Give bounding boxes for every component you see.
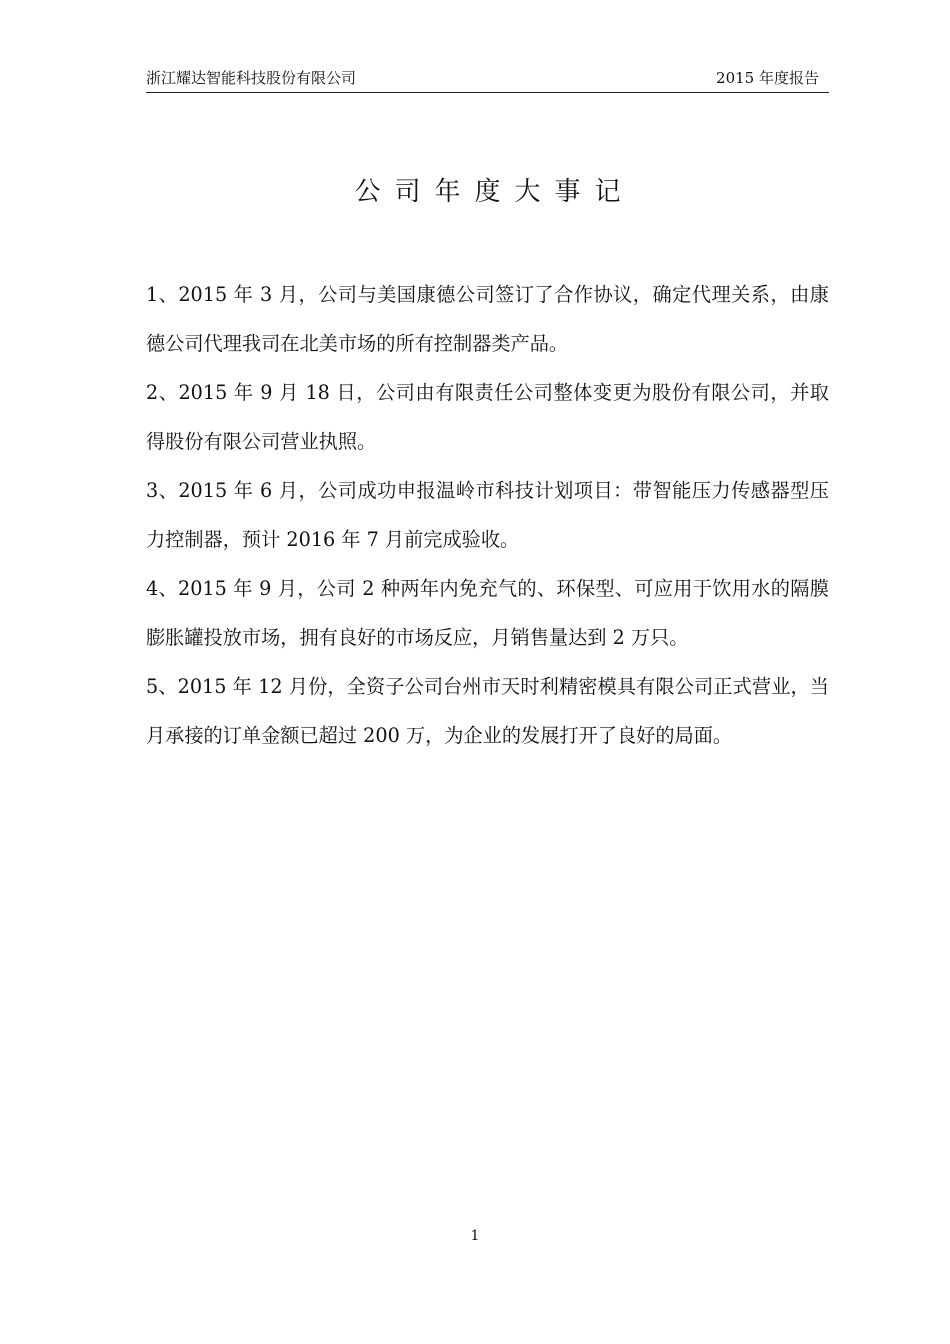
events-list	[146, 270, 829, 760]
event-item-2: 2、2015 年 9 月 18 日，公司由有限责任公司整体变更为股份有限公司，并取得股份有限公司营业执照。	[146, 381, 829, 453]
event-item-1: 1、2015 年 3 月，公司与美国康德公司签订了合作协议，确定代理关系，由康德公司代理我司在北美市场的所有控制器类产品。	[146, 283, 829, 355]
page-title: 公司年度大事记	[354, 177, 635, 207]
company-name: 浙江耀达智能科技股份有限公司	[146, 69, 357, 87]
event-item-3: 3、2015 年 6 月，公司成功申报温岭市科技计划项目：带智能压力传感器型压力控制器，预计 2016 年 7 月前完成验收。	[146, 479, 829, 551]
page-number: 1	[470, 1228, 480, 1244]
event-item-5: 5、2015 年 12 月份，全资子公司台州市天时利精密模具有限公司正式营业，当月承接的订单金额已超过 200 万，为企业的发展打开了良好的局面。	[146, 675, 829, 747]
report-title: 2015 年度报告	[716, 69, 819, 87]
event-item-4: 4、2015 年 9 月，公司 2 种两年内免充气的、环保型、可应用于饮用水的隔膜膨胀罐投放市场，拥有良好的市场反应，月销售量达到 2 万只。	[146, 577, 829, 649]
page-header	[146, 66, 829, 93]
